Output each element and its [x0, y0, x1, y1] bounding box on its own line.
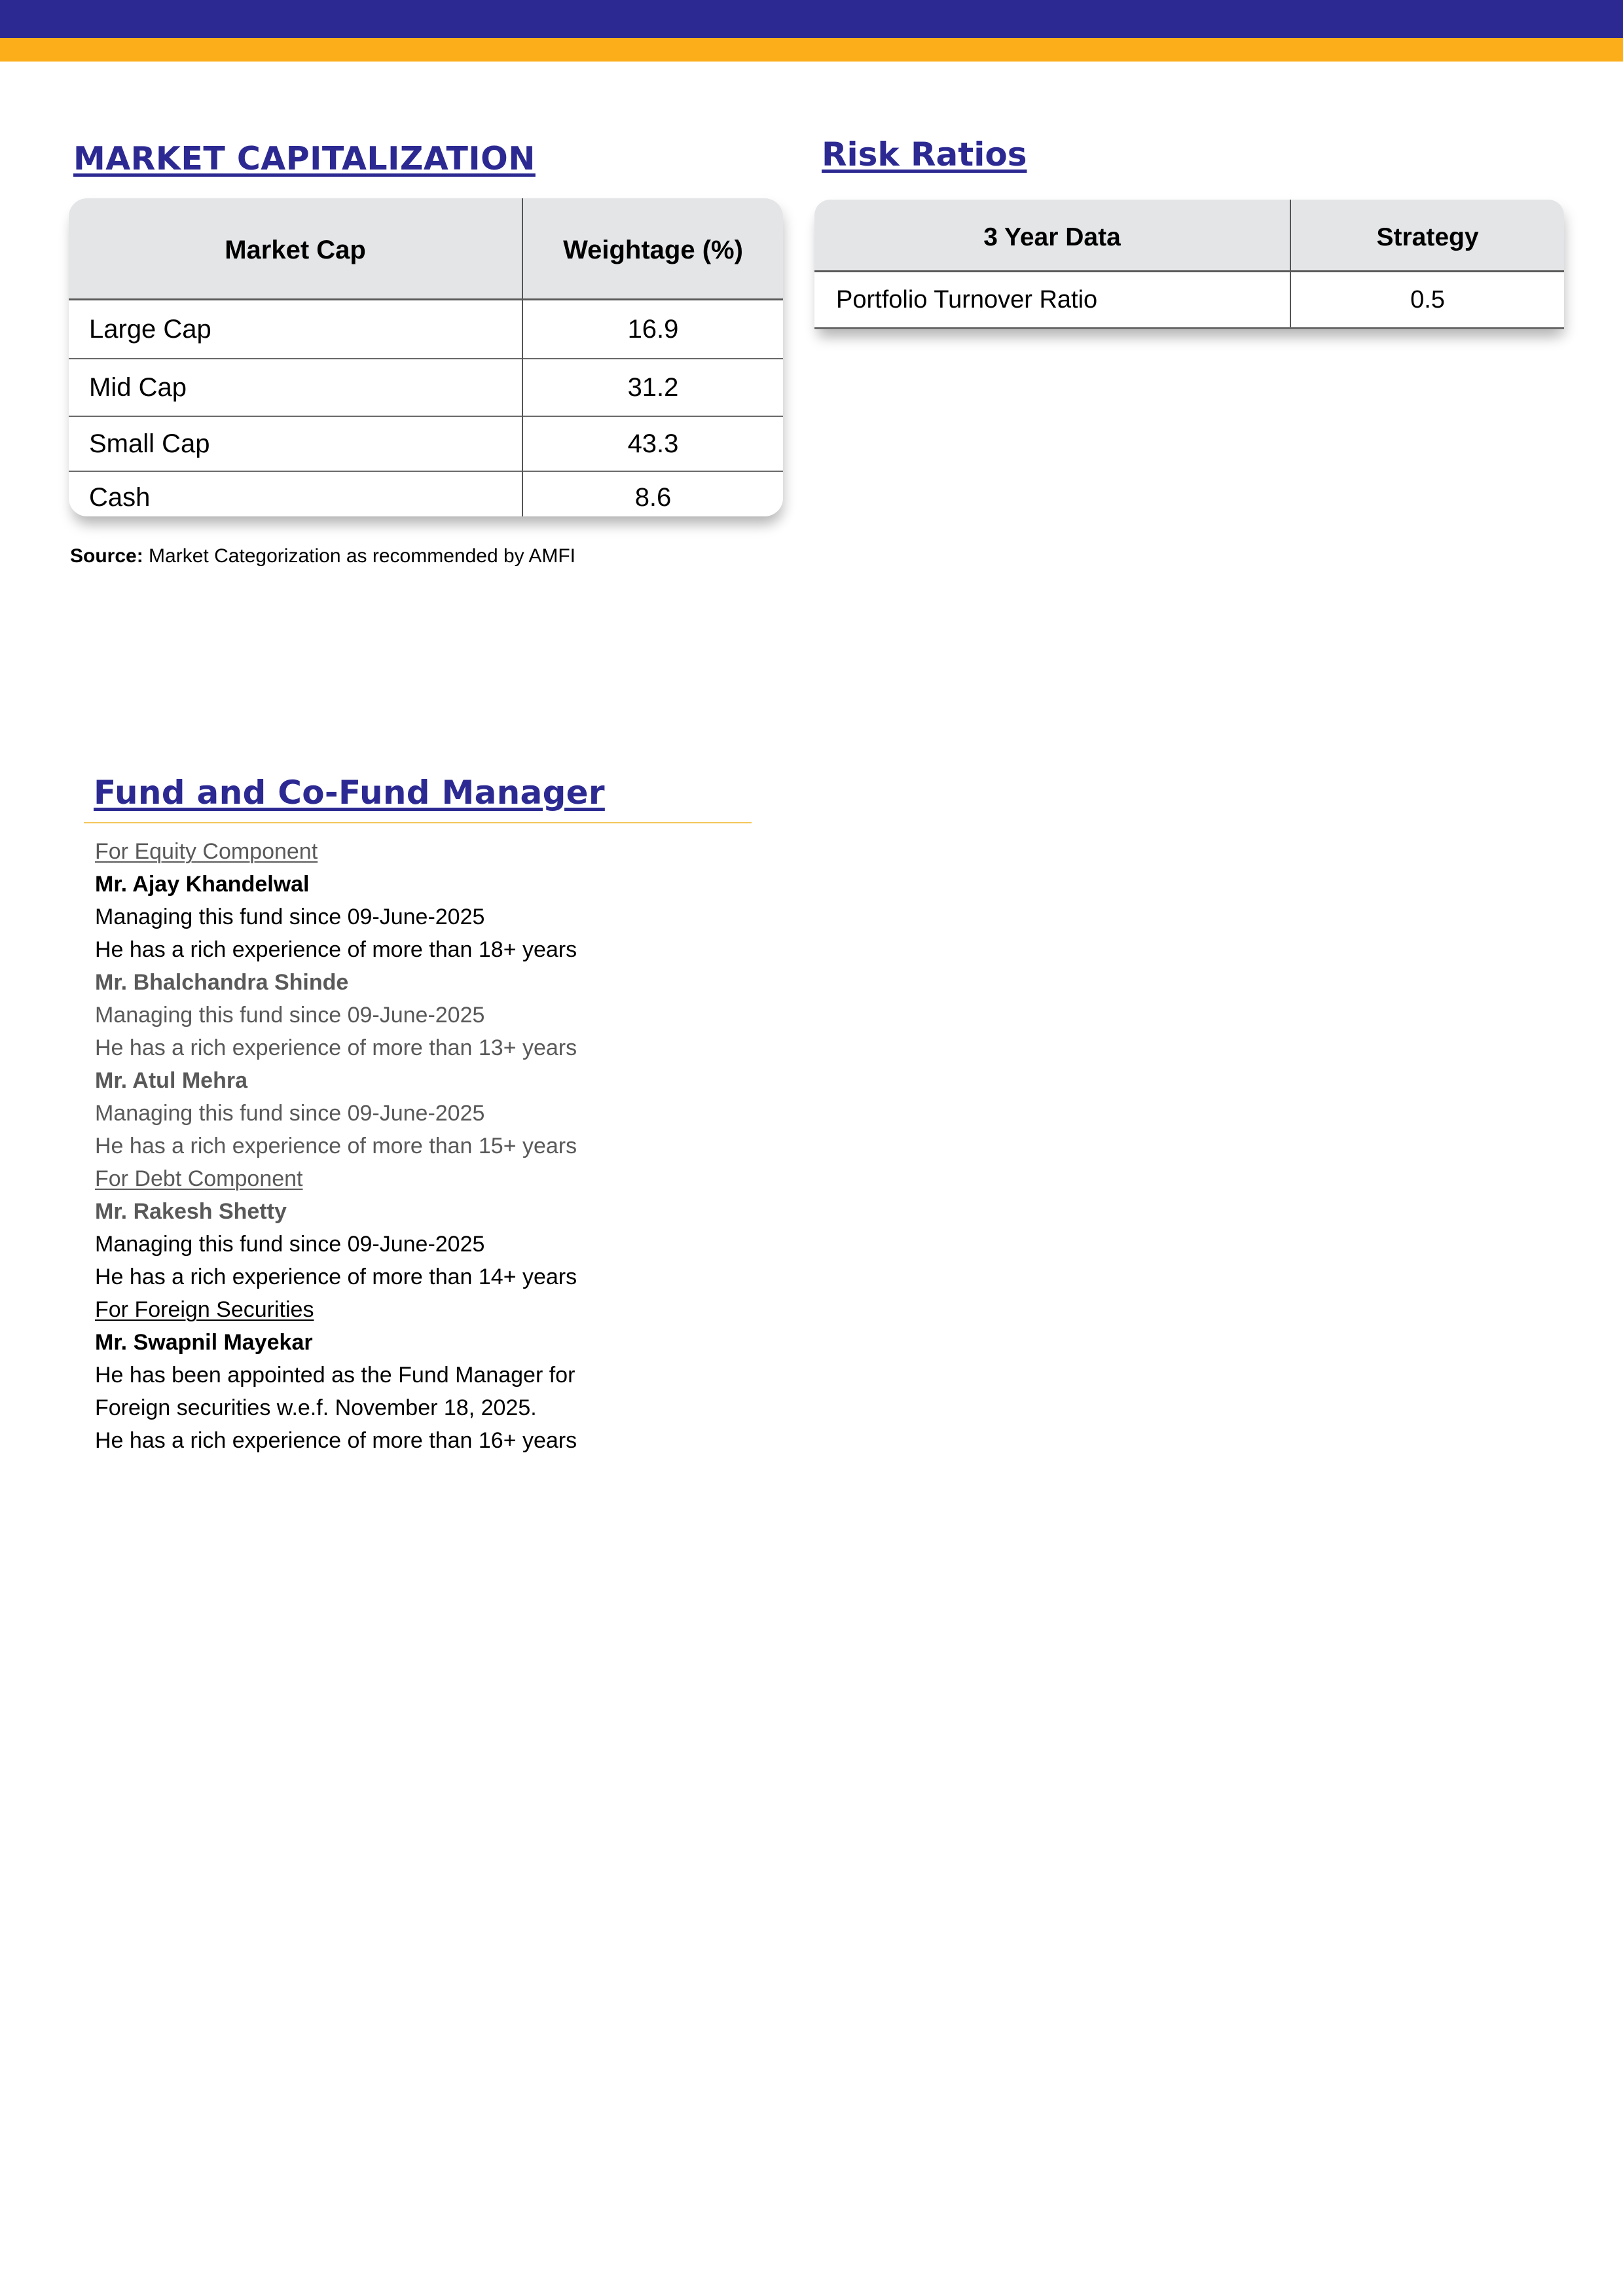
- row-value: 16.9: [627, 314, 679, 344]
- table-row: [69, 300, 783, 359]
- manager-since: Managing this fund since 09-June-2025: [95, 905, 485, 929]
- row-label: Mid Cap: [69, 359, 522, 416]
- column-header-3-year-data: 3 Year Data: [814, 200, 1290, 272]
- risk-ratios-title: Risk Ratios: [822, 135, 1027, 173]
- table-header-row: [69, 198, 783, 300]
- table-row: [69, 416, 783, 471]
- market-cap-table: [69, 198, 783, 516]
- manager-since: Managing this fund since 09-June-2025: [95, 1101, 485, 1126]
- manager-name: Mr. Swapnil Mayekar: [95, 1330, 313, 1355]
- manager-name: Mr. Bhalchandra Shinde: [95, 970, 349, 995]
- manager-experience: He has a rich experience of more than 16+ years: [95, 1428, 577, 1453]
- source-text: Market Categorization as recommended by AMFI: [149, 545, 575, 567]
- row-value: 0.5: [1290, 272, 1564, 329]
- manager-appointment-date: Foreign securities w.e.f. November 18, 2025.: [95, 1395, 537, 1420]
- risk-ratios-table: [814, 200, 1564, 329]
- manager-since: Managing this fund since 09-June-2025: [95, 1232, 485, 1257]
- component-heading-debt: For Debt Component: [95, 1166, 303, 1191]
- manager-experience: He has a rich experience of more than 13+ years: [95, 1035, 577, 1060]
- manager-name: Mr. Atul Mehra: [95, 1068, 247, 1093]
- row-value: 31.2: [522, 359, 783, 416]
- table-row: [69, 359, 783, 416]
- column-header-market-cap: Market Cap: [69, 198, 522, 300]
- table-row: [814, 272, 1564, 329]
- fund-manager-list: [95, 835, 577, 1457]
- fund-manager-title: Fund and Co-Fund Manager: [94, 774, 605, 812]
- header-band-blue: [0, 0, 1623, 38]
- column-header-strategy: Strategy: [1290, 200, 1564, 272]
- manager-experience: He has a rich experience of more than 15+ years: [95, 1134, 577, 1158]
- row-label: Small Cap: [69, 416, 522, 471]
- row-label: Cash: [69, 471, 522, 516]
- header-band-orange: [0, 38, 1623, 62]
- row-label: Large Cap: [69, 300, 522, 359]
- market-cap-title: MARKET CAPITALIZATION: [73, 140, 536, 177]
- table-row: [69, 471, 783, 516]
- manager-name: Mr. Rakesh Shetty: [95, 1199, 287, 1224]
- manager-appointment: He has been appointed as the Fund Manager for: [95, 1363, 575, 1388]
- manager-since: Managing this fund since 09-June-2025: [95, 1003, 485, 1028]
- manager-name: Mr. Ajay Khandelwal: [95, 872, 310, 897]
- table-header-row: [814, 200, 1564, 272]
- risk-ratios-table-card: [814, 200, 1564, 329]
- source-label: Source:: [70, 545, 143, 567]
- row-value: 43.3: [522, 416, 783, 471]
- manager-experience: He has a rich experience of more than 14+ years: [95, 1265, 577, 1289]
- section-divider: [84, 822, 752, 823]
- source-note: [70, 545, 575, 568]
- column-header-weightage: Weightage (%): [522, 198, 783, 300]
- market-cap-table-card: [69, 198, 783, 516]
- component-heading-equity: For Equity Component: [95, 839, 318, 864]
- manager-experience: He has a rich experience of more than 18+ years: [95, 937, 577, 962]
- row-value: 8.6: [522, 471, 783, 516]
- row-label: Portfolio Turnover Ratio: [814, 272, 1290, 329]
- component-heading-foreign: For Foreign Securities: [95, 1297, 314, 1322]
